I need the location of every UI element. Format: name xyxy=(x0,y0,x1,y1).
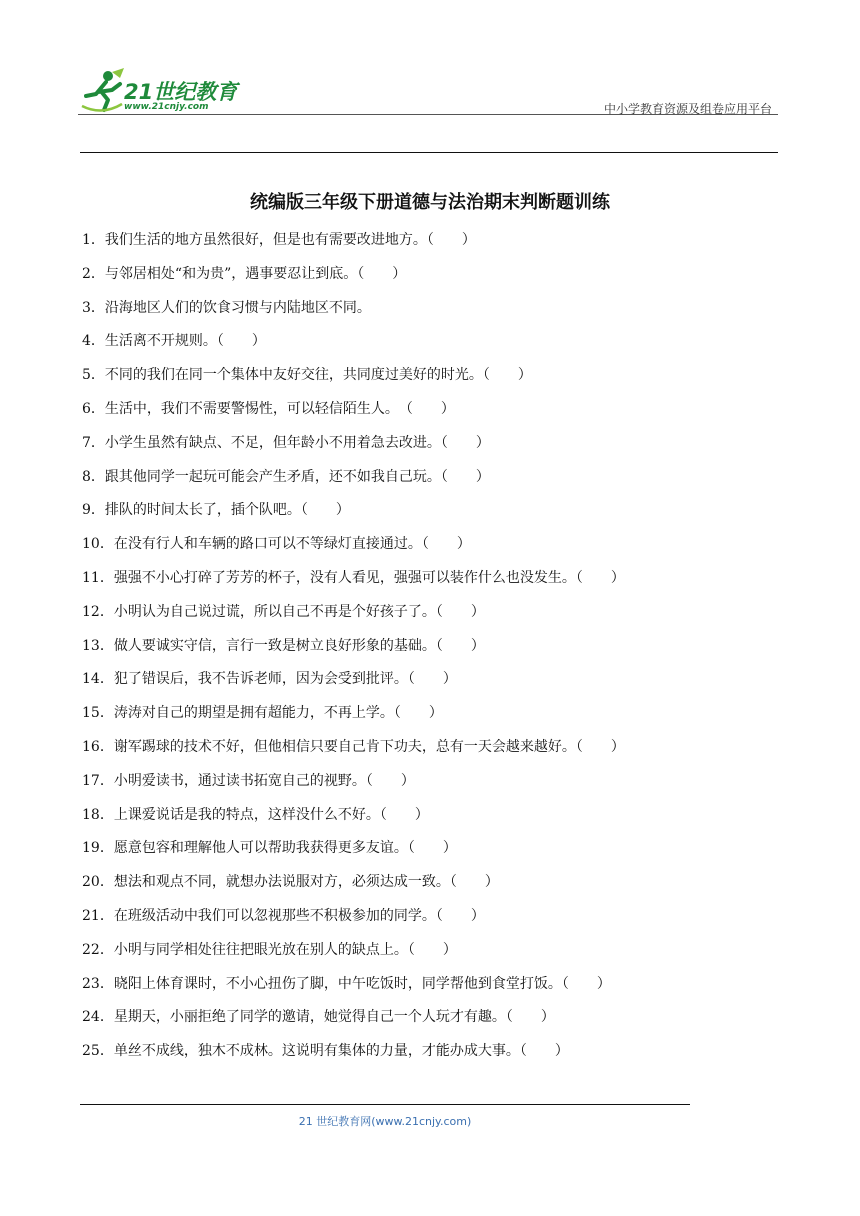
site-logo xyxy=(78,66,248,116)
question-number: 20． xyxy=(82,874,114,891)
question-number: 8． xyxy=(82,468,105,485)
question-item xyxy=(82,666,625,700)
question-number: 21． xyxy=(82,907,114,924)
question-item xyxy=(82,768,625,802)
page-header xyxy=(78,66,778,116)
question-item xyxy=(82,734,625,768)
question-text: 我们生活的地方虽然很好，但是也有需要改进地方。（ ） xyxy=(104,232,476,248)
question-number: 5． xyxy=(82,367,105,384)
question-number: 25． xyxy=(82,1043,114,1060)
question-number: 17． xyxy=(82,772,114,789)
question-text: 想法和观点不同，就想办法说服对方，必须达成一致。（ ） xyxy=(113,874,499,891)
question-item xyxy=(82,599,625,633)
question-number: 16． xyxy=(82,738,114,755)
top-rule xyxy=(80,152,778,153)
logo-text: 21世纪教育 xyxy=(124,80,238,104)
question-item xyxy=(82,362,625,396)
question-number: 18． xyxy=(82,806,114,823)
question-text: 晓阳上体育课时，不小心扭伤了脚，中午吃饭时，同学帮他到食堂打饭。（ ） xyxy=(113,975,611,992)
question-number: 2． xyxy=(82,265,105,282)
question-item xyxy=(82,328,625,362)
question-item xyxy=(82,971,625,1005)
question-number: 19． xyxy=(82,840,114,857)
question-item xyxy=(82,700,625,734)
question-number: 3． xyxy=(82,299,105,316)
logo-url: www.21cnjy.com xyxy=(124,102,209,112)
question-text: 做人要诚实守信，言行一致是树立良好形象的基础。（ ） xyxy=(113,637,485,654)
header-divider xyxy=(78,114,778,115)
question-item xyxy=(82,295,625,329)
question-item xyxy=(82,1004,625,1038)
question-number: 24． xyxy=(82,1009,114,1026)
question-text: 在班级活动中我们可以忽视那些不积极参加的同学。（ ） xyxy=(113,907,485,924)
platform-name: 中小学教育资源及组卷应用平台 xyxy=(603,102,772,116)
question-text: 跟其他同学一起玩可能会产生矛盾，还不如我自己玩。（ ） xyxy=(104,468,490,485)
question-item xyxy=(82,869,625,903)
question-number: 7． xyxy=(82,434,105,451)
question-number: 1． xyxy=(82,232,105,248)
question-text: 犯了错误后，我不告诉老师，因为会受到批评。（ ） xyxy=(113,671,457,688)
question-text: 小学生虽然有缺点、不足，但年龄小不用着急去改进。（ ） xyxy=(104,434,490,451)
footer-text: 21 世纪教育网(www.21cnjy.com) xyxy=(298,1115,472,1128)
question-text: 与邻居相处“和为贵”，遇事要忍让到底。（ ） xyxy=(104,265,407,282)
question-text: 沿海地区人们的饮食习惯与内陆地区不同。 xyxy=(104,299,371,316)
question-list xyxy=(82,227,625,1072)
question-text: 小明与同学相处往往把眼光放在别人的缺点上。（ ） xyxy=(113,941,457,958)
question-text: 在没有行人和车辆的路口可以不等绿灯直接通过。（ ） xyxy=(113,536,471,553)
question-text: 排队的时间太长了，插个队吧。（ ） xyxy=(104,502,350,519)
question-number: 4． xyxy=(82,333,105,350)
question-item xyxy=(82,565,625,599)
question-item xyxy=(82,261,625,295)
question-item xyxy=(82,633,625,667)
question-text: 小明认为自己说过谎，所以自己不再是个好孩子了。（ ） xyxy=(113,603,485,620)
question-item xyxy=(82,937,625,971)
question-text: 上课爱说话是我的特点，这样没什么不好。（ ） xyxy=(113,806,429,823)
question-item xyxy=(82,464,625,498)
question-text: 涛涛对自己的期望是拥有超能力，不再上学。（ ） xyxy=(113,705,443,722)
question-text: 不同的我们在同一个集体中友好交往，共同度过美好的时光。（ ） xyxy=(104,367,532,384)
question-item xyxy=(82,396,625,430)
question-text: 生活中，我们不需要警惕性，可以轻信陌生人。 （ ） xyxy=(104,400,455,417)
question-item xyxy=(82,531,625,565)
question-item xyxy=(82,802,625,836)
question-number: 15． xyxy=(82,705,114,722)
question-item xyxy=(82,1038,625,1072)
question-number: 12． xyxy=(82,603,114,620)
question-item xyxy=(82,497,625,531)
question-number: 6． xyxy=(82,400,105,417)
question-number: 13． xyxy=(82,637,114,654)
document-title: 统编版三年级下册道德与法治期末判断题训练 xyxy=(250,192,610,213)
question-number: 11． xyxy=(82,569,114,586)
question-text: 强强不小心打碎了芳芳的杯子，没有人看见，强强可以装作什么也没发生。（ ） xyxy=(113,569,625,586)
question-item xyxy=(82,430,625,464)
question-item xyxy=(82,903,625,937)
question-text: 谢军踢球的技术不好，但他相信只要自己肯下功夫，总有一天会越来越好。（ ） xyxy=(113,738,625,755)
footer-divider xyxy=(80,1104,690,1105)
runner-icon xyxy=(78,66,126,114)
question-text: 生活离不开规则。（ ） xyxy=(104,333,266,350)
question-item xyxy=(82,227,625,261)
question-text: 星期天，小丽拒绝了同学的邀请，她觉得自己一个人玩才有趣。（ ） xyxy=(113,1009,555,1026)
question-number: 10． xyxy=(82,536,114,553)
question-number: 22． xyxy=(82,941,114,958)
question-text: 单丝不成线，独木不成林。这说明有集体的力量，才能办成大事。（ ） xyxy=(113,1043,569,1060)
question-number: 14． xyxy=(82,671,114,688)
question-number: 23． xyxy=(82,975,114,992)
question-text: 愿意包容和理解他人可以帮助我获得更多友谊。（ ） xyxy=(113,840,457,857)
question-item xyxy=(82,835,625,869)
question-number: 9． xyxy=(82,502,105,519)
question-text: 小明爱读书，通过读书拓宽自己的视野。（ ） xyxy=(113,772,415,789)
